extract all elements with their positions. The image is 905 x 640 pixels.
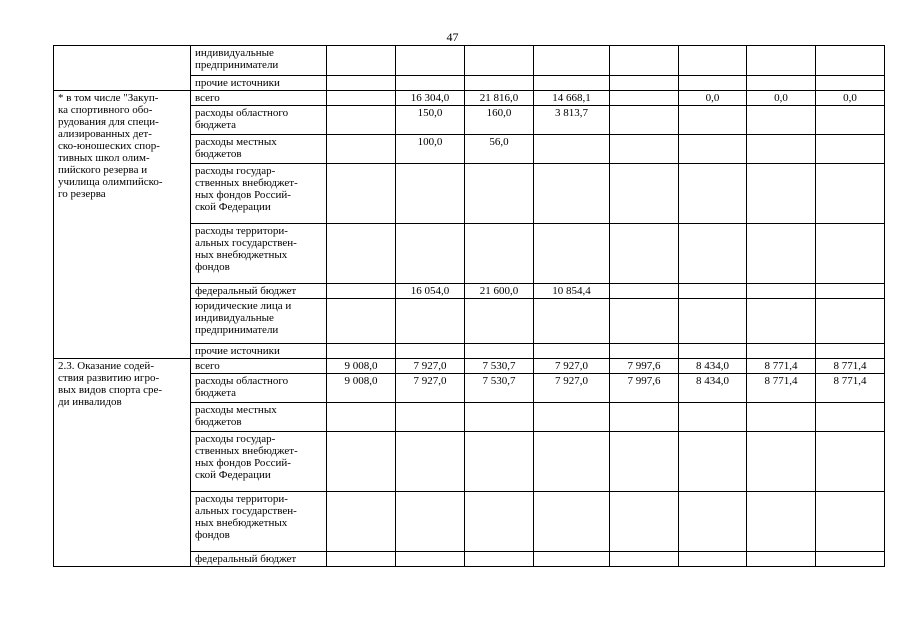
amount-cell — [610, 224, 679, 284]
amount-cell: 21 600,0 — [465, 284, 534, 299]
amount-cell — [465, 46, 534, 76]
amount-cell: 21 816,0 — [465, 91, 534, 106]
amount-cell: 150,0 — [396, 106, 465, 135]
amount-cell — [747, 432, 816, 492]
amount-cell: 8 434,0 — [679, 374, 747, 403]
amount-cell — [747, 492, 816, 552]
amount-cell — [534, 299, 610, 344]
amount-cell — [327, 552, 396, 567]
funding-source-cell: всего — [191, 91, 327, 106]
amount-cell — [534, 552, 610, 567]
amount-cell: 10 854,4 — [534, 284, 610, 299]
amount-cell — [747, 344, 816, 359]
event-name-cell: 2.3. Оказание содей- ствия развитию игро- вых видов спорта сре- ди инвалидов — [54, 359, 191, 567]
amount-cell — [396, 164, 465, 224]
amount-cell — [679, 164, 747, 224]
amount-cell — [327, 135, 396, 164]
amount-cell — [396, 492, 465, 552]
amount-cell — [679, 403, 747, 432]
amount-cell — [610, 492, 679, 552]
amount-cell — [679, 299, 747, 344]
page-number: 47 — [446, 30, 459, 44]
amount-cell: 16 054,0 — [396, 284, 465, 299]
funding-source-cell: прочие источники — [191, 76, 327, 91]
amount-cell — [327, 299, 396, 344]
funding-source-cell: расходы местных бюджетов — [191, 135, 327, 164]
amount-cell — [679, 106, 747, 135]
amount-cell — [327, 432, 396, 492]
amount-cell — [534, 135, 610, 164]
amount-cell — [679, 492, 747, 552]
funding-source-cell: расходы территори- альных государствен- ных внебюджетных фондов — [191, 224, 327, 284]
amount-cell — [816, 164, 885, 224]
amount-cell — [465, 344, 534, 359]
amount-cell — [610, 344, 679, 359]
amount-cell — [534, 492, 610, 552]
amount-cell — [816, 403, 885, 432]
amount-cell: 14 668,1 — [534, 91, 610, 106]
amount-cell — [327, 224, 396, 284]
amount-cell — [747, 46, 816, 76]
amount-cell — [816, 492, 885, 552]
amount-cell — [327, 76, 396, 91]
amount-cell — [816, 299, 885, 344]
amount-cell — [396, 299, 465, 344]
amount-cell — [679, 432, 747, 492]
amount-cell: 160,0 — [465, 106, 534, 135]
amount-cell — [465, 76, 534, 91]
amount-cell: 100,0 — [396, 135, 465, 164]
amount-cell — [327, 344, 396, 359]
amount-cell — [465, 403, 534, 432]
amount-cell — [396, 432, 465, 492]
amount-cell — [534, 46, 610, 76]
amount-cell — [610, 284, 679, 299]
amount-cell — [679, 46, 747, 76]
table-row — [54, 46, 885, 76]
amount-cell: 7 530,7 — [465, 374, 534, 403]
amount-cell: 7 927,0 — [396, 359, 465, 374]
amount-cell — [747, 552, 816, 567]
funding-source-cell: всего — [191, 359, 327, 374]
amount-cell — [396, 224, 465, 284]
amount-cell: 7 530,7 — [465, 359, 534, 374]
amount-cell: 7 927,0 — [534, 374, 610, 403]
amount-cell — [465, 492, 534, 552]
amount-cell — [396, 46, 465, 76]
amount-cell: 9 008,0 — [327, 359, 396, 374]
amount-cell — [679, 135, 747, 164]
amount-cell — [679, 76, 747, 91]
amount-cell: 0,0 — [816, 91, 885, 106]
amount-cell — [327, 492, 396, 552]
amount-cell: 0,0 — [679, 91, 747, 106]
amount-cell — [610, 403, 679, 432]
amount-cell: 9 008,0 — [327, 374, 396, 403]
amount-cell — [327, 106, 396, 135]
funding-source-cell: расходы областного бюджета — [191, 374, 327, 403]
event-name-cell — [54, 46, 191, 91]
amount-cell — [465, 224, 534, 284]
amount-cell — [747, 164, 816, 224]
funding-source-cell: расходы территори- альных государствен- ных внебюджетных фондов — [191, 492, 327, 552]
funding-source-cell: расходы областного бюджета — [191, 106, 327, 135]
amount-cell: 16 304,0 — [396, 91, 465, 106]
amount-cell — [816, 106, 885, 135]
amount-cell — [327, 46, 396, 76]
amount-cell: 7 997,6 — [610, 374, 679, 403]
budget-table — [53, 45, 885, 567]
amount-cell: 0,0 — [747, 91, 816, 106]
amount-cell — [534, 224, 610, 284]
amount-cell — [396, 552, 465, 567]
funding-source-cell: индивидуальные предприниматели — [191, 46, 327, 76]
amount-cell — [747, 135, 816, 164]
amount-cell: 8 434,0 — [679, 359, 747, 374]
amount-cell — [327, 284, 396, 299]
funding-source-cell: федеральный бюджет — [191, 552, 327, 567]
amount-cell — [747, 106, 816, 135]
amount-cell: 8 771,4 — [816, 374, 885, 403]
table-row — [54, 91, 885, 106]
amount-cell: 56,0 — [465, 135, 534, 164]
amount-cell — [327, 91, 396, 106]
amount-cell — [610, 46, 679, 76]
amount-cell — [465, 299, 534, 344]
amount-cell — [610, 432, 679, 492]
amount-cell — [816, 224, 885, 284]
amount-cell — [465, 432, 534, 492]
amount-cell — [396, 76, 465, 91]
amount-cell — [679, 344, 747, 359]
table-row — [54, 359, 885, 374]
amount-cell — [816, 432, 885, 492]
amount-cell — [610, 91, 679, 106]
amount-cell: 7 997,6 — [610, 359, 679, 374]
amount-cell — [610, 135, 679, 164]
amount-cell — [465, 552, 534, 567]
amount-cell — [610, 299, 679, 344]
amount-cell — [816, 135, 885, 164]
funding-source-cell: расходы государ- ственных внебюджет- ных фондов Россий- ской Федерации — [191, 432, 327, 492]
amount-cell: 8 771,4 — [816, 359, 885, 374]
amount-cell — [327, 164, 396, 224]
funding-source-cell: расходы местных бюджетов — [191, 403, 327, 432]
amount-cell — [816, 552, 885, 567]
amount-cell — [747, 76, 816, 91]
amount-cell — [747, 224, 816, 284]
amount-cell — [327, 403, 396, 432]
amount-cell: 7 927,0 — [396, 374, 465, 403]
amount-cell — [396, 403, 465, 432]
amount-cell: 3 813,7 — [534, 106, 610, 135]
funding-source-cell: федеральный бюджет — [191, 284, 327, 299]
amount-cell — [396, 344, 465, 359]
event-name-cell: * в том числе "Закуп- ка спортивного обо- рудования для специ- ализированных дет- ско-юношеских спор- тивных школ олим- пийского резерва и училища олимпийско- го резерва — [54, 91, 191, 359]
amount-cell — [747, 403, 816, 432]
amount-cell — [679, 552, 747, 567]
amount-cell — [679, 224, 747, 284]
amount-cell — [747, 299, 816, 344]
amount-cell — [534, 432, 610, 492]
amount-cell — [610, 552, 679, 567]
amount-cell — [747, 284, 816, 299]
funding-source-cell: прочие источники — [191, 344, 327, 359]
amount-cell — [610, 164, 679, 224]
funding-source-cell: юридические лица и индивидуальные предприниматели — [191, 299, 327, 344]
amount-cell — [610, 76, 679, 91]
amount-cell — [816, 284, 885, 299]
amount-cell — [534, 76, 610, 91]
amount-cell: 8 771,4 — [747, 374, 816, 403]
amount-cell — [816, 344, 885, 359]
amount-cell — [534, 344, 610, 359]
amount-cell — [534, 403, 610, 432]
amount-cell — [610, 106, 679, 135]
amount-cell — [816, 76, 885, 91]
amount-cell: 7 927,0 — [534, 359, 610, 374]
amount-cell: 8 771,4 — [747, 359, 816, 374]
amount-cell — [816, 46, 885, 76]
amount-cell — [465, 164, 534, 224]
amount-cell — [534, 164, 610, 224]
amount-cell — [679, 284, 747, 299]
funding-source-cell: расходы государ- ственных внебюджет- ных фондов Россий- ской Федерации — [191, 164, 327, 224]
